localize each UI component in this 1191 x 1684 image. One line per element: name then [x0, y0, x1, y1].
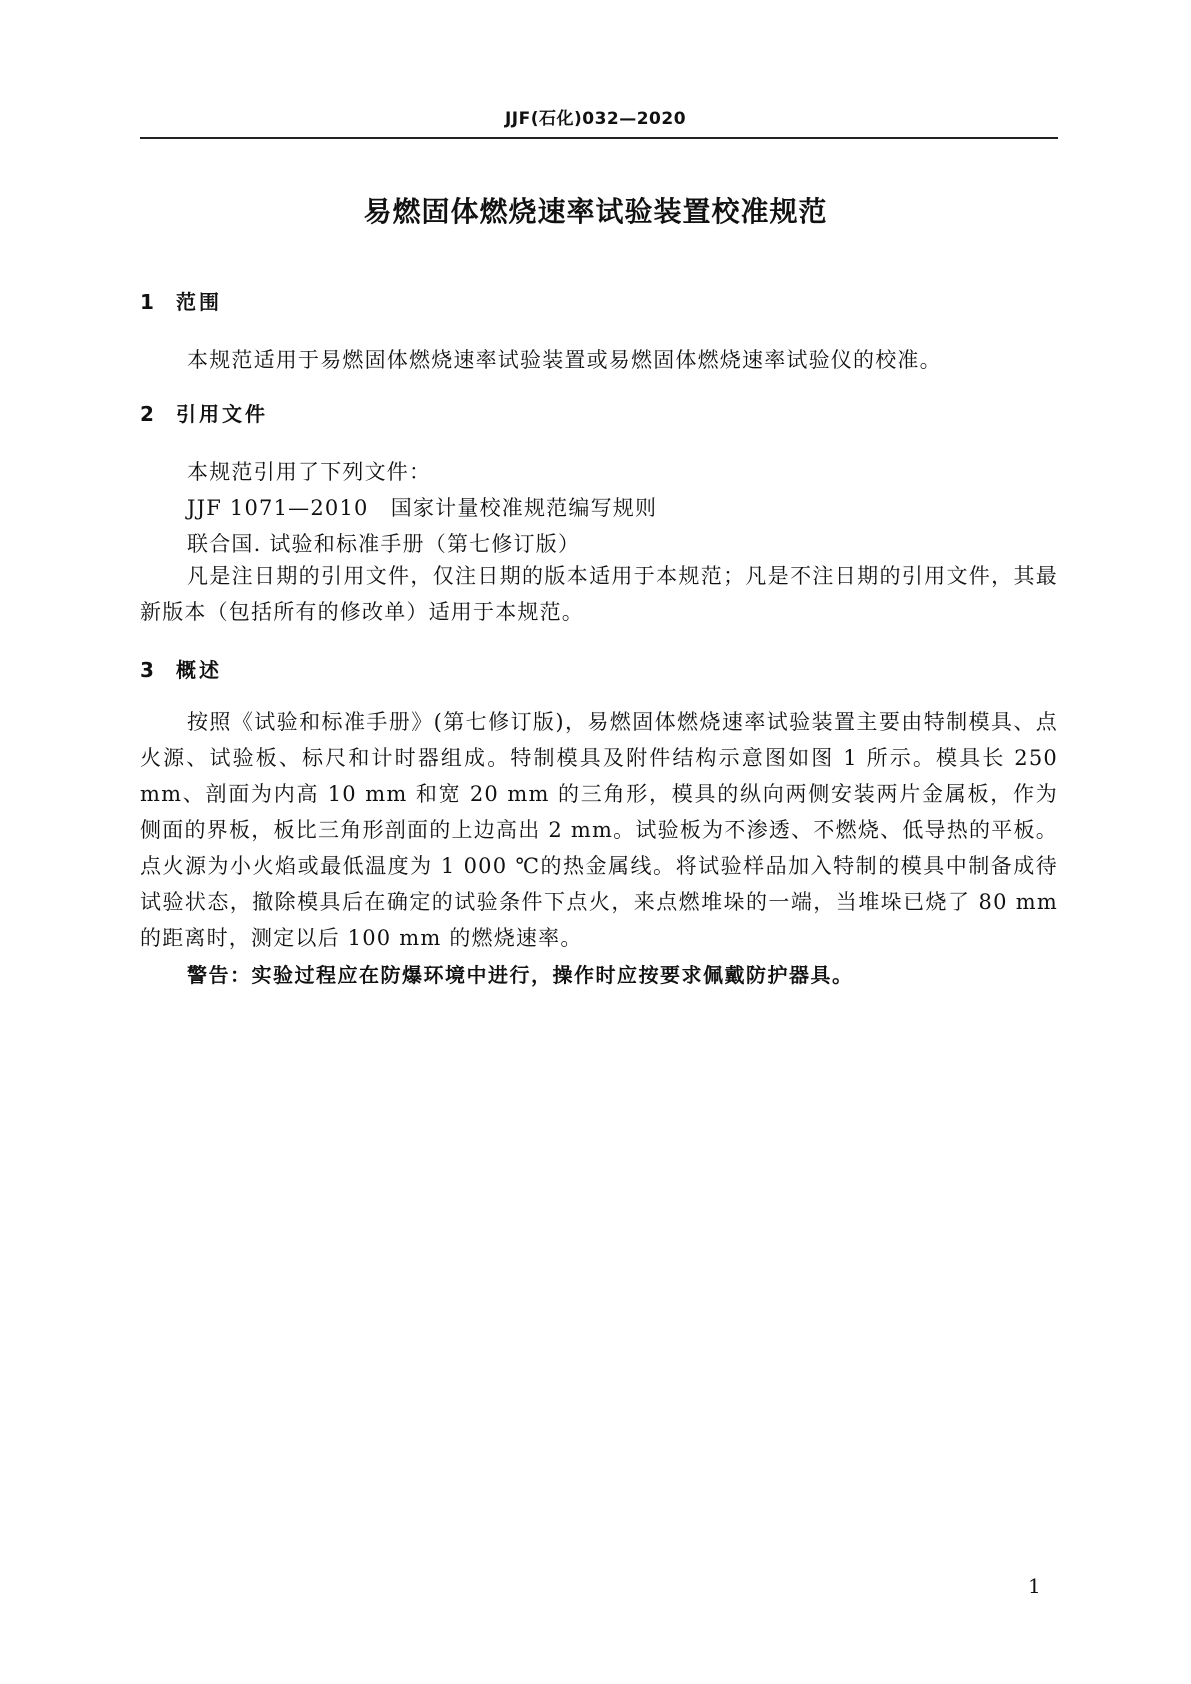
reference-note-paragraph: 凡是注日期的引用文件，仅注日期的版本适用于本规范；凡是不注日期的引用文件，其最新版本（包括所有的修改单）适用于本规范。	[140, 564, 1058, 624]
reference-item: JJF 1071—2010 国家计量校准规范编写规则	[187, 496, 658, 520]
safety-warning: 警告：实验过程应在防爆环境中进行，操作时应按要求佩戴防护器具。	[187, 963, 854, 987]
section-3-number: 3	[140, 658, 154, 682]
document-title: 易燃固体燃烧速率试验装置校准规范	[363, 195, 828, 228]
standard-code-header: JJF(石化)032—2020	[504, 109, 687, 129]
reference-intro: 本规范引用了下列文件：	[187, 460, 432, 484]
section-1-title: 范围	[176, 290, 222, 314]
section-1-number: 1	[140, 290, 154, 314]
section-1-paragraph: 本规范适用于易燃固体燃烧速率试验装置或易燃固体燃烧速率试验仪的校准。	[187, 348, 942, 372]
section-1-heading	[140, 286, 222, 315]
section-2-heading	[140, 398, 268, 427]
reference-item: 联合国. 试验和标准手册（第七修订版）	[187, 532, 581, 556]
section-2-title: 引用文件	[176, 402, 268, 426]
header-divider	[140, 137, 1058, 139]
section-3-title: 概述	[176, 658, 222, 682]
section-3-heading	[140, 654, 222, 683]
section-2-number: 2	[140, 402, 154, 426]
page-number: 1	[1028, 1574, 1041, 1598]
overview-paragraph: 按照《试验和标准手册》(第七修订版)，易燃固体燃烧速率试验装置主要由特制模具、点火源、试验板、标尺和计时器组成。特制模具及附件结构示意图如图 1 所示。模具长 250 mm、剖面为内高 10 mm 和宽 20 mm 的三角形，模具的纵向两侧安装两片金属板，作为侧面的界板，板比三角形剖面的上边高出 2 mm。试验板为不渗透、不燃烧、低导热的平板。点火源为小火焰或最低温度为 1 000 ℃的热金属线。将试验样品加入特制的模具中制备成待试验状态，撤除模具后在确定的试验条件下点火，来点燃堆垛的一端，当堆垛已烧了 80 mm 的距离时，测定以后 100 mm 的燃烧速率。	[140, 710, 1058, 950]
